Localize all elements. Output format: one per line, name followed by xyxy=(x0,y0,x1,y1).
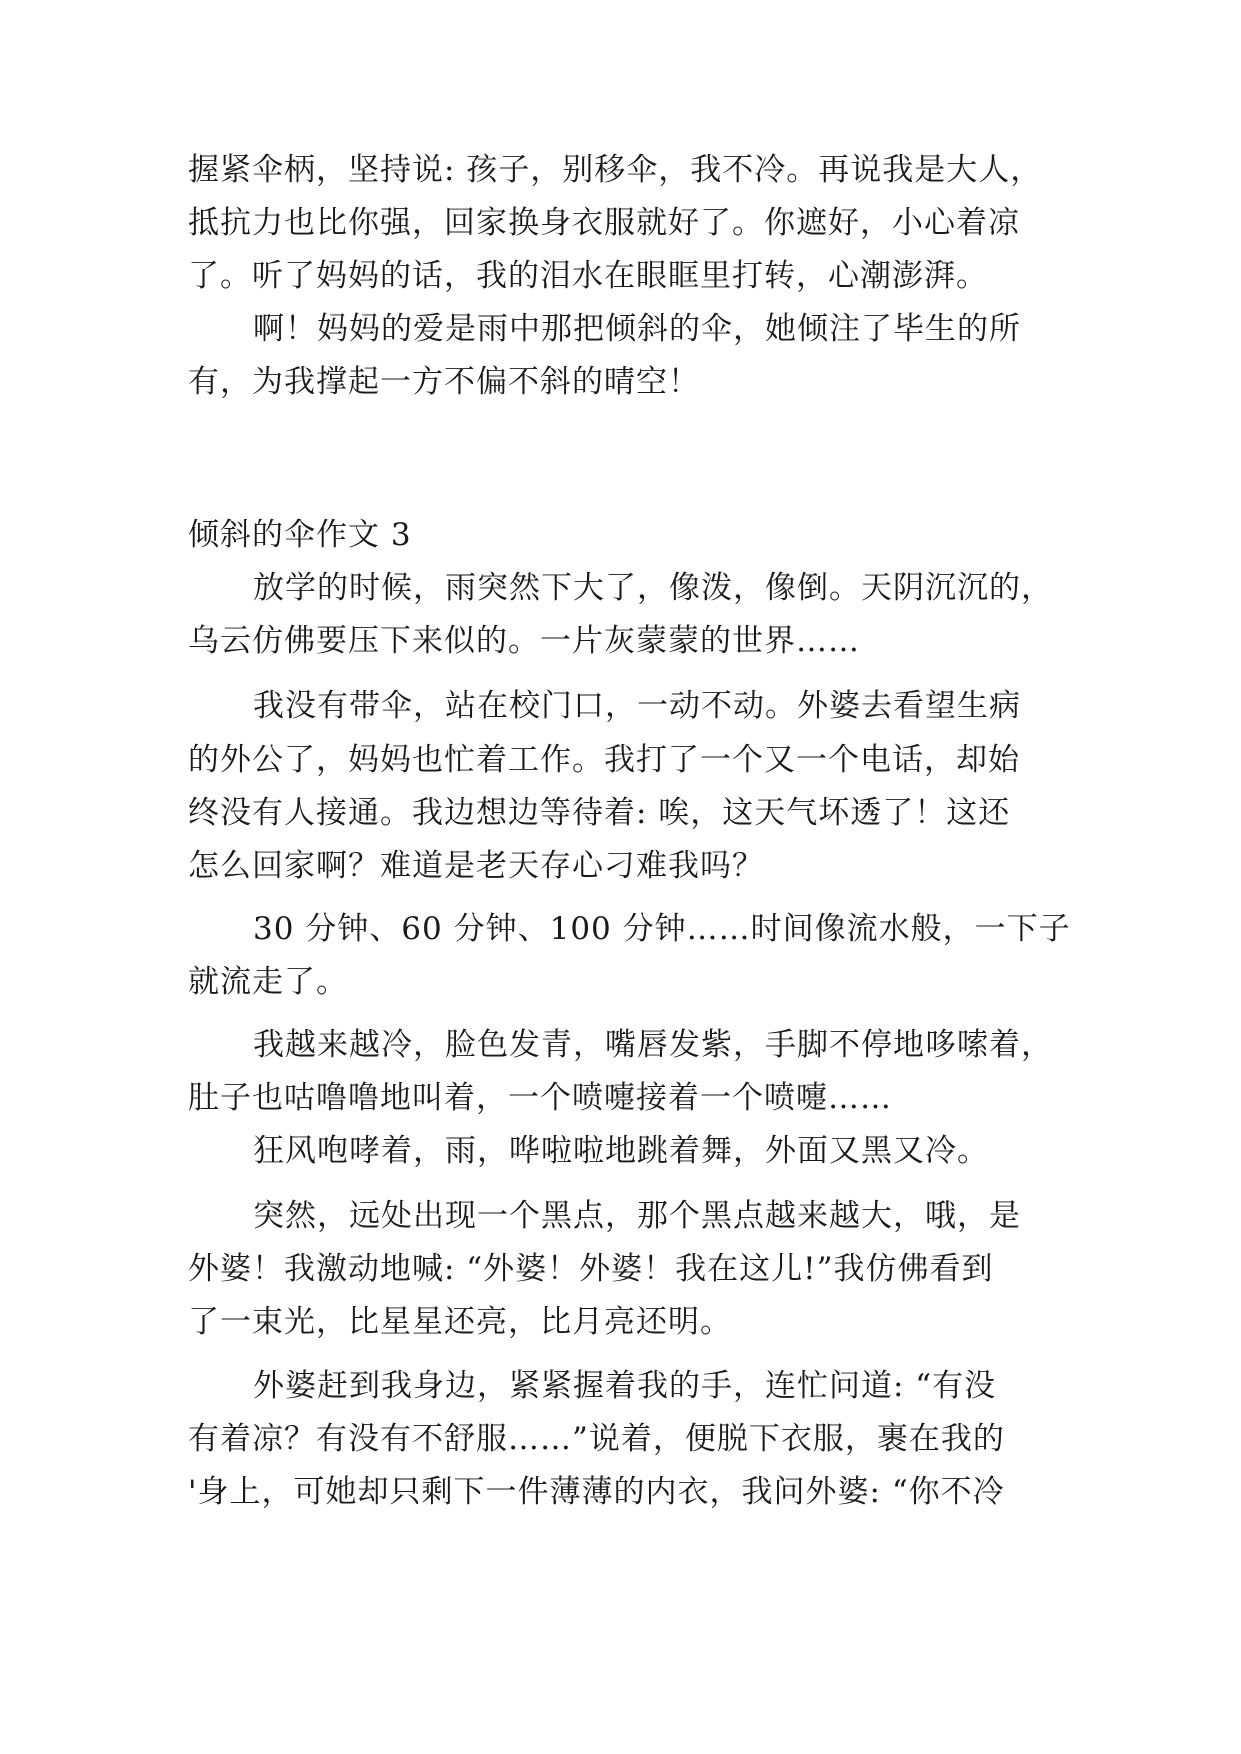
paragraph-line: 30 分钟、60 分钟、100 分钟……时间像流水般，一下子 xyxy=(253,911,1071,947)
section-heading: 倾斜的伞作文 3 xyxy=(188,517,412,553)
paragraph-line: 啊！妈妈的爱是雨中那把倾斜的伞，她倾注了毕生的所 xyxy=(253,311,1021,347)
paragraph-line: 有着凉？有没有不舒服……”说着，便脱下衣服，裹在我的 xyxy=(188,1421,1005,1457)
paragraph-line: 有，为我撑起一方不偏不斜的晴空！ xyxy=(188,364,700,400)
paragraph-line: 终没有人接通。我边想边等待着: 唉，这天气坏透了！这还 xyxy=(188,795,1011,831)
paragraph-line: 突然，远处出现一个黑点，那个黑点越来越大，哦，是 xyxy=(253,1198,1021,1234)
paragraph-line: 抵抗力也比你强，回家换身衣服就好了。你遮好，小心着凉 xyxy=(188,205,1020,241)
paragraph-line: 的外公了，妈妈也忙着工作。我打了一个又一个电话，却始 xyxy=(188,742,1020,778)
paragraph-line: 狂风咆哮着，雨，哗啦啦地跳着舞，外面又黑又冷。 xyxy=(253,1133,989,1169)
paragraph-line: 乌云仿佛要压下来似的。一片灰蒙蒙的世界…… xyxy=(188,623,860,659)
paragraph-line: 我越来越冷，脸色发青，嘴唇发紫，手脚不停地哆嗦着， xyxy=(253,1027,1053,1063)
paragraph-line: 了。听了妈妈的话，我的泪水在眼眶里打转，心潮澎湃。 xyxy=(188,258,988,294)
paragraph-line: 了一束光，比星星还亮，比月亮还明。 xyxy=(188,1304,732,1340)
paragraph-line: '身上，可她却只剩下一件薄薄的内衣，我问外婆: “你不冷 xyxy=(188,1474,1005,1510)
paragraph-line: 我没有带伞，站在校门口，一动不动。外婆去看望生病 xyxy=(253,688,1021,724)
paragraph-line: 放学的时候，雨突然下大了，像泼，像倒。天阴沉沉的， xyxy=(253,570,1053,606)
paragraph-line: 外婆！我激动地喊: “外婆！外婆！我在这儿!”我仿佛看到 xyxy=(188,1251,994,1287)
paragraph-line: 就流走了。 xyxy=(188,964,348,1000)
paragraph-line: 怎么回家啊？难道是老天存心刁难我吗？ xyxy=(188,848,764,884)
paragraph-line: 外婆赶到我身边，紧紧握着我的手，连忙问道: “有没 xyxy=(253,1368,997,1404)
paragraph-line: 握紧伞柄，坚持说: 孩子，别移伞，我不冷。再说我是大人， xyxy=(188,152,1043,188)
paragraph-line: 肚子也咕噜噜地叫着，一个喷嚏接着一个喷嚏…… xyxy=(188,1080,892,1116)
